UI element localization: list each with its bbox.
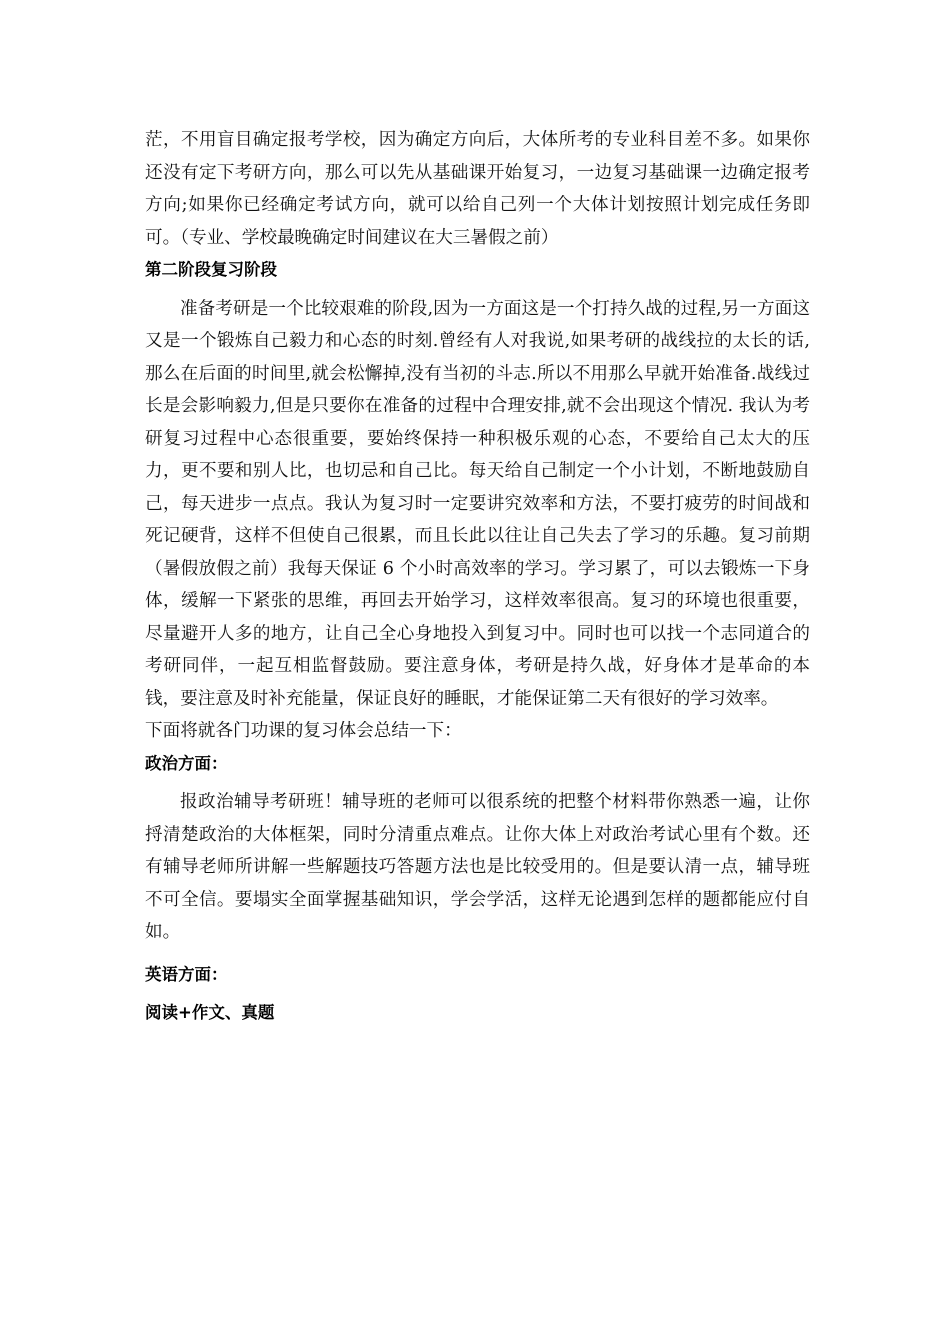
heading-english: 英语方面： — [145, 964, 228, 984]
heading-reading-writing: 阅读+作文、真题 — [145, 1003, 275, 1022]
paragraph-politics: 报政治辅导考研班！辅导班的老师可以很系统的把整个材料带你熟悉一遍，让你捋清楚政治的大体框架，同时分清重点难点。让你大体上对政治考试心里有个数。还有辅导老师所讲解一些解题技巧答题方法也是比较受用的。但是要认清一点，辅导班不可全信。要塌实全面掌握基础知识，学会学活，这样无论遇到怎样的题都能应付自如。 — [145, 792, 810, 942]
document-body — [145, 124, 810, 1030]
heading-stage-two: 第二阶段复习阶段 — [145, 260, 277, 279]
paragraph-intro: 茫，不用盲目确定报考学校，因为确定方向后，大体所考的专业科目差不多。如果你还没有定下考研方向，那么可以先从基础课开始复习，一边复习基础课一边确定报考方向;如果你已经确定考试方向，就可以给自己列一个大体计划按照计划完成任务即可。（专业、学校最晚确定时间建议在大三暑假之前） — [145, 130, 810, 248]
paragraph-summary: 下面将就各门功课的复习体会总结一下： — [145, 721, 462, 741]
heading-politics: 政治方面： — [145, 753, 228, 773]
paragraph-stage-two: 准备考研是一个比较艰难的阶段,因为一方面这是一个打持久战的过程,另一方面这又是一个锻炼自己毅力和心态的时刻.曾经有人对我说,如果考研的战线拉的太长的话,那么在后面的时间里,就会松懈掉,没有当初的斗志.所以不用那么早就开始准备.战线过长是会影响毅力,但是只要你在准备的过程中合理安排,就不会出现这个情况. 我认为考研复习过程中心态很重要，要始终保持一种积极乐观的心态，不要给自己太大的压力，更不要和别人比，也切忌和自己比。每天给自己制定一个小计划，不断地鼓励自己，每天进步一点点。我认为复习时一定要讲究效率和方法，不要打疲劳的时间战和死记硬背，这样不但使自己很累，而且长此以往让自己失去了学习的乐趣。复习前期（暑假放假之前）我每天保证 6 个小时高效率的学习。学习累了，可以去锻炼一下身体，缓解一下紧张的思维，再回去开始学习，这样效率很高。复习的环境也很重要，尽量避开人多的地方，让自己全心身地投入到复习中。同时也可以找一个志同道合的考研同伴，一起互相监督鼓励。要注意身体，考研是持久战，好身体才是革命的本钱，要注意及时补充能量，保证良好的睡眠，才能保证第二天有很好的学习效率。 — [145, 298, 810, 709]
